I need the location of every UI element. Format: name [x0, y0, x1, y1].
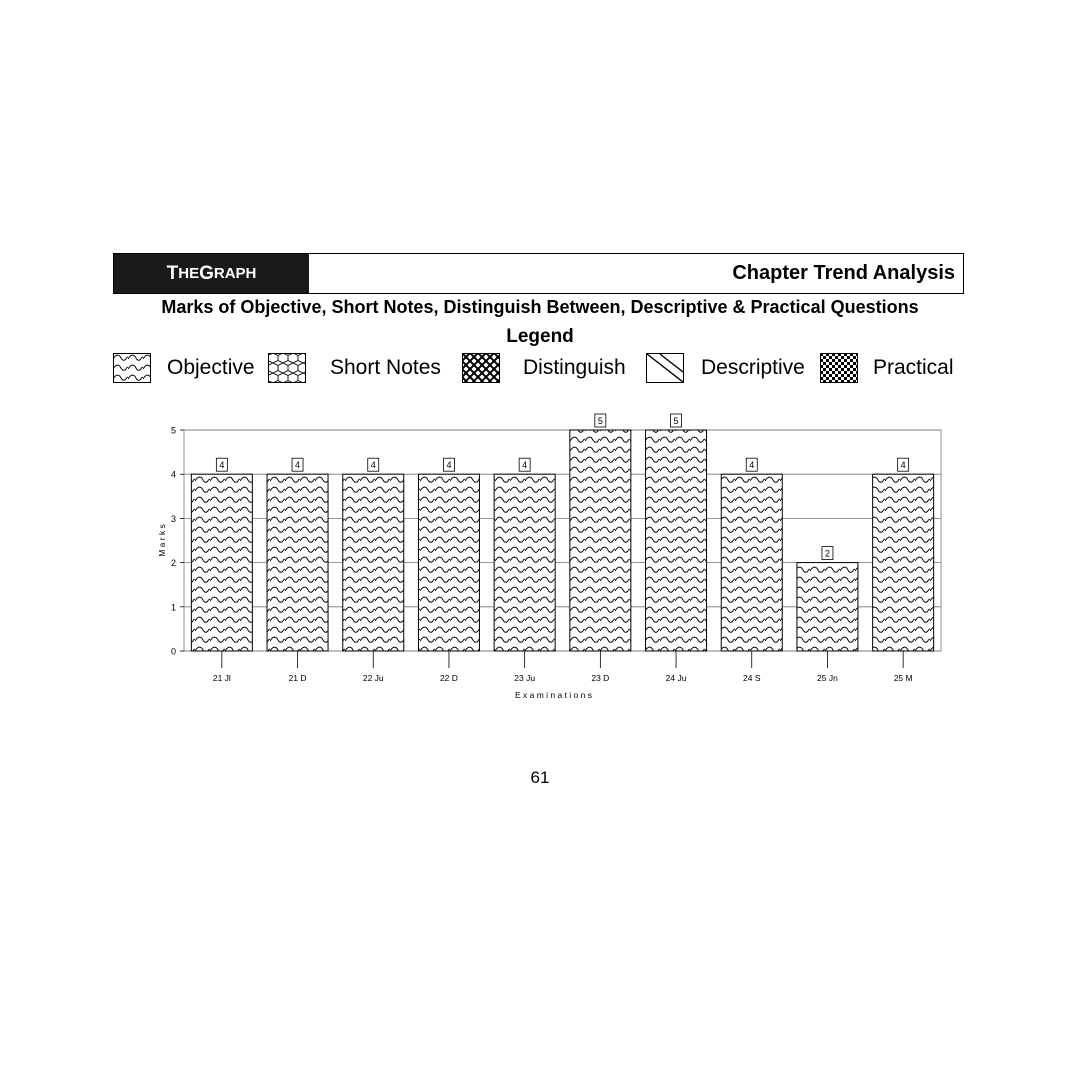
x-tick-label: 24 S: [743, 673, 761, 683]
section-label-rest-2: RAPH: [213, 265, 257, 282]
data-label: 4: [370, 460, 376, 471]
section-header: [113, 253, 964, 294]
page-number: 61: [530, 768, 550, 787]
x-tick-label: 25 M: [893, 673, 913, 683]
y-tick-label: 0: [170, 646, 176, 657]
bar-24-s: [721, 474, 782, 651]
y-tick-label: 3: [170, 513, 176, 524]
y-tick-label: 1: [170, 602, 176, 613]
x-tick-label: 21 D: [288, 673, 307, 683]
legend-label: Practical: [873, 356, 954, 379]
data-label: 4: [446, 460, 452, 471]
data-label: 4: [749, 460, 755, 471]
y-tick-label: 5: [170, 425, 176, 436]
bar-25-m: [873, 474, 934, 651]
chart-subtitle: Marks of Objective, Short Notes, Distinguish Between, Descriptive & Practical Questions: [161, 297, 919, 317]
diagonal-pattern-icon: [646, 353, 684, 383]
bar-24-ju: [646, 430, 707, 651]
bar-22-ju: [343, 474, 404, 651]
x-tick-label: 23 D: [591, 673, 610, 683]
section-label-initial-1: T: [166, 262, 179, 284]
data-label: 5: [597, 416, 603, 426]
checker-pattern-icon: [820, 353, 858, 383]
y-axis-label: M a r k s: [157, 524, 167, 557]
legend-label: Short Notes: [330, 356, 441, 379]
weave-pattern-icon: [462, 353, 500, 383]
bar-chart: [150, 405, 950, 705]
hexagon-pattern-icon: [268, 353, 306, 383]
bar-23-ju: [494, 474, 555, 651]
y-tick-label: 2: [170, 558, 176, 569]
x-tick-label: 22 D: [439, 673, 458, 683]
data-label: 4: [219, 460, 225, 471]
x-axis-label: E x a m i n a t i o n s: [514, 690, 593, 700]
section-label: [114, 254, 309, 293]
section-label-initial-2: G: [199, 262, 214, 284]
bar-22-d: [418, 474, 479, 651]
legend-title: Legend: [506, 326, 574, 347]
x-tick-label: 21 Jl: [212, 673, 231, 683]
data-label: 4: [900, 460, 906, 471]
x-tick-label: 22 Ju: [362, 673, 384, 683]
bar-21-d: [267, 474, 328, 651]
section-label-rest-1: HE: [178, 265, 200, 282]
waves-pattern-icon: [113, 353, 151, 383]
chapter-title: Chapter Trend Analysis: [732, 262, 955, 284]
y-tick-label: 4: [170, 469, 176, 480]
x-tick-label: 23 Ju: [514, 673, 536, 683]
bars: [191, 414, 933, 651]
x-tick-label: 24 Ju: [665, 673, 687, 683]
legend-label: Descriptive: [701, 356, 805, 379]
legend-label: Objective: [167, 356, 255, 379]
data-label: 5: [673, 416, 679, 426]
bar-25-jn: [797, 563, 858, 651]
legend-label: Distinguish: [523, 356, 626, 379]
x-tick-label: 25 Jn: [817, 673, 838, 683]
bar-21-jl: [191, 474, 252, 651]
data-label: 2: [824, 548, 830, 559]
data-label: 4: [295, 460, 301, 471]
bar-23-d: [570, 430, 631, 651]
data-label: 4: [522, 460, 528, 471]
